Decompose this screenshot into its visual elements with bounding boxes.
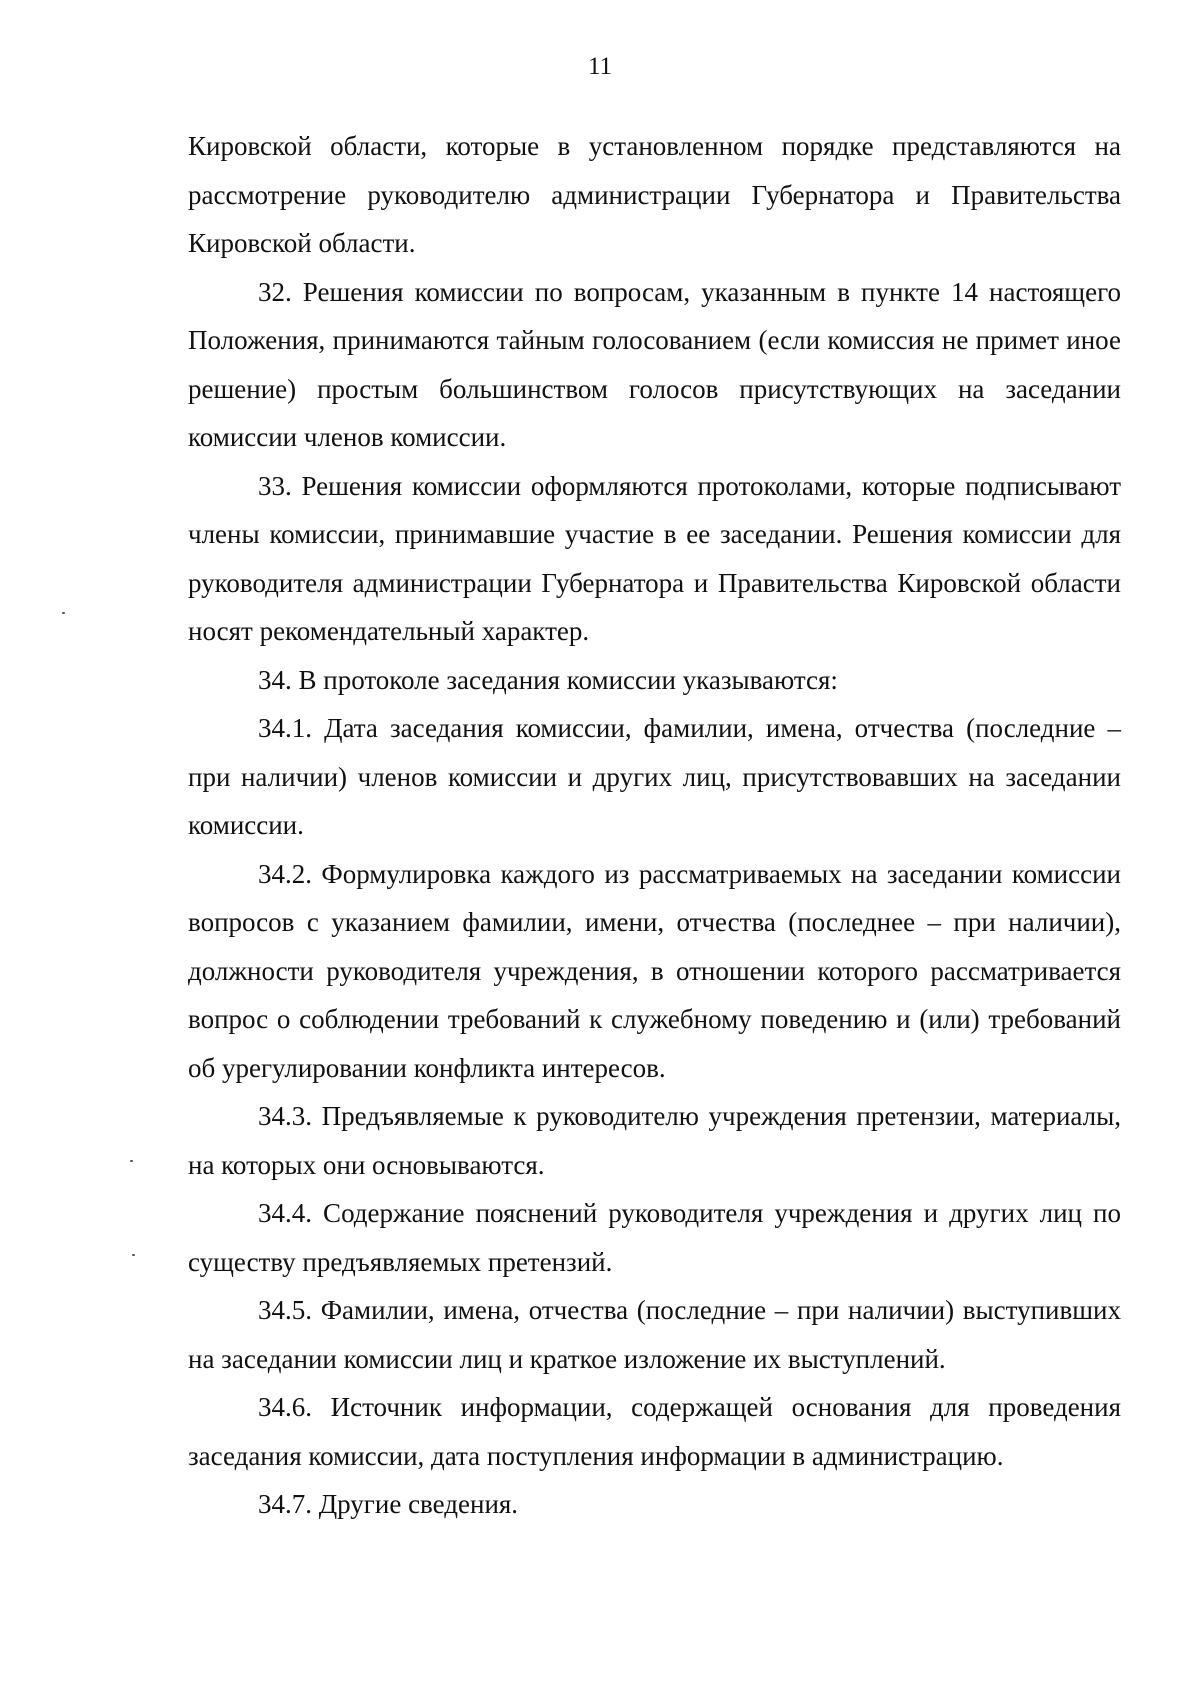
paragraph-34: 34. В протоколе заседания комиссии указываются:: [258, 664, 838, 695]
document-body: [188, 122, 1121, 1529]
paragraph-34-5: 34.5. Фамилии, имена, отчества (последние – при наличии) выступивших на заседании комиссии лиц и краткое изложение их выступлений.: [188, 1295, 1121, 1374]
paragraph-34-3: 34.3. Предъявляемые к руководителю учреждения претензии, материалы, на которых они основываются.: [188, 1101, 1121, 1180]
page-number: 11: [587, 53, 613, 80]
paragraph-34-1: 34.1. Дата заседания комиссии, фамилии, имена, отчества (последние – при наличии) членов комиссии и других лиц, присутствовавших на заседании комиссии.: [188, 713, 1121, 840]
paragraph-34-6: 34.6. Источник информации, содержащей основания для проведения заседания комиссии, дата поступления информации в администрацию.: [188, 1392, 1121, 1471]
paragraph-33: 33. Решения комиссии оформляются протоколами, которые подписывают члены комиссии, принимавшие участие в ее заседании. Решения комиссии для руководителя администрации Губернатора и Правительства Кировской области носят рекомендательный характер.: [188, 470, 1121, 646]
paragraph-32: 32. Решения комиссии по вопросам, указанным в пункте 14 настоящего Положения, принимаются тайным голосованием (если комиссия не примет иное решение) простым большинством голосов присутствующих на заседании комиссии членов комиссии.: [188, 276, 1121, 452]
scan-speck: [62, 612, 65, 614]
paragraph-34-2: 34.2. Формулировка каждого из рассматриваемых на заседании комиссии вопросов с указанием фамилии, имени, отчества (последнее – при наличии), должности руководителя учреждения, в отношении которого рассматривается вопрос о соблюдении требований к служебному поведению и (или) требований об урегулировании конфликта интересов.: [188, 858, 1121, 1083]
paragraph-continuation: Кировской области, которые в установленном порядке представляются на рассмотрение руководителю администрации Губернатора и Правительства Кировской области.: [188, 131, 1121, 258]
scan-speck: [130, 1160, 133, 1162]
paragraph-34-7: 34.7. Другие сведения.: [258, 1489, 519, 1519]
paragraph-34-4: 34.4. Содержание пояснений руководителя учреждения и других лиц по существу предъявляемых претензий.: [188, 1198, 1121, 1277]
scan-speck: [132, 1254, 135, 1256]
